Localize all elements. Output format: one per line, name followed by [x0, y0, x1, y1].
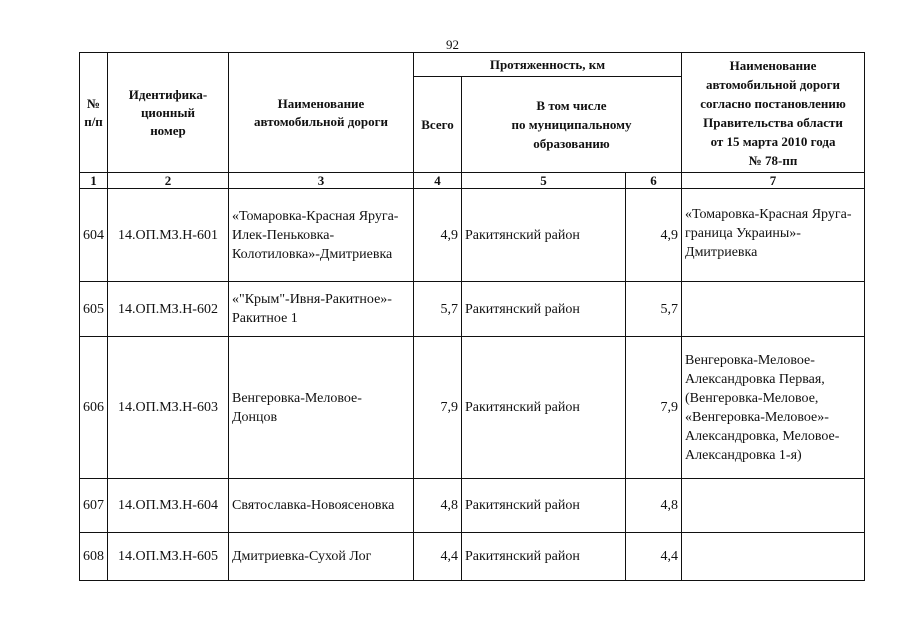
row-name: Венгеровка-Меловое- Донцов — [229, 337, 414, 479]
header-id: Идентифика- ционный номер — [108, 53, 229, 173]
row-total: 4,4 — [414, 533, 462, 581]
header-municipal: В том числе по муниципальному образованию — [462, 77, 682, 173]
header-row-top — [80, 53, 865, 77]
index-cell: 7 — [682, 173, 865, 189]
header-prev-name: Наименование автомобильной дороги согласно постановлению Правительства области от 15 марта 2010 года № 78-пп — [682, 53, 865, 173]
row-municipality: Ракитянский район — [462, 479, 626, 533]
table-row — [80, 533, 865, 581]
index-cell: 1 — [80, 173, 108, 189]
row-id: 14.ОП.МЗ.Н-605 — [108, 533, 229, 581]
header-length-group: Протяженность, км — [414, 53, 682, 77]
row-municipality: Ракитянский район — [462, 282, 626, 337]
row-name: «Томаровка-Красная Яруга- Илек-Пеньковка- Колотиловка»-Дмитриевка — [229, 189, 414, 282]
row-id: 14.ОП.МЗ.Н-601 — [108, 189, 229, 282]
row-num: 606 — [80, 337, 108, 479]
row-municipality: Ракитянский район — [462, 533, 626, 581]
row-municipal-km: 7,9 — [626, 337, 682, 479]
row-municipal-km: 5,7 — [626, 282, 682, 337]
row-num: 605 — [80, 282, 108, 337]
row-total: 4,9 — [414, 189, 462, 282]
page-number: 92 — [446, 37, 459, 52]
header-num: № п/п — [80, 53, 108, 173]
row-id: 14.ОП.МЗ.Н-602 — [108, 282, 229, 337]
row-id: 14.ОП.МЗ.Н-603 — [108, 337, 229, 479]
header-name: Наименование автомобильной дороги — [229, 53, 414, 173]
row-name: Святославка-Новоясеновка — [229, 479, 414, 533]
row-prev-name: Венгеровка-Меловое- Александровка Первая, (Венгеровка-Меловое, «Венгеровка-Меловое»- Александровка, Меловое- Александровка 1-я) — [682, 337, 865, 479]
row-num: 604 — [80, 189, 108, 282]
row-prev-name — [682, 533, 865, 581]
index-cell: 6 — [626, 173, 682, 189]
row-id: 14.ОП.МЗ.Н-604 — [108, 479, 229, 533]
row-municipal-km: 4,8 — [626, 479, 682, 533]
table-row — [80, 189, 865, 282]
table-row — [80, 479, 865, 533]
header-index-row — [80, 173, 865, 189]
row-num: 608 — [80, 533, 108, 581]
row-prev-name — [682, 479, 865, 533]
table-row — [80, 337, 865, 479]
header-total: Всего — [414, 77, 462, 173]
row-municipal-km: 4,4 — [626, 533, 682, 581]
table-row — [80, 282, 865, 337]
row-prev-name: «Томаровка-Красная Яруга- граница Украины»- Дмитриевка — [682, 189, 865, 282]
index-cell: 2 — [108, 173, 229, 189]
row-municipality: Ракитянский район — [462, 189, 626, 282]
row-num: 607 — [80, 479, 108, 533]
row-total: 7,9 — [414, 337, 462, 479]
roads-table — [79, 52, 865, 581]
row-total: 5,7 — [414, 282, 462, 337]
row-name: Дмитриевка-Сухой Лог — [229, 533, 414, 581]
index-cell: 5 — [462, 173, 626, 189]
row-municipality: Ракитянский район — [462, 337, 626, 479]
row-total: 4,8 — [414, 479, 462, 533]
index-cell: 3 — [229, 173, 414, 189]
row-name: «"Крым"-Ивня-Ракитное»- Ракитное 1 — [229, 282, 414, 337]
row-prev-name — [682, 282, 865, 337]
index-cell: 4 — [414, 173, 462, 189]
row-municipal-km: 4,9 — [626, 189, 682, 282]
